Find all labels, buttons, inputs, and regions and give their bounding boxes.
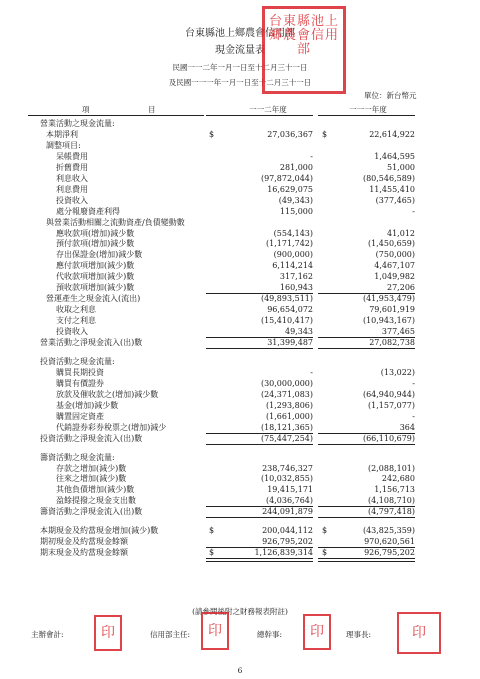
header-rule-current: [206, 115, 313, 116]
period-line-2: 及民國一一一年一月一日至十二月三十一日: [168, 78, 312, 87]
row-label: 呆帳費用: [56, 151, 88, 161]
row-label: 支付之利息: [56, 316, 96, 326]
row-label: 利息費用: [56, 184, 88, 194]
row-label: 應付款項增加(減少)數: [56, 261, 135, 271]
row-label: 折舊費用: [56, 162, 88, 172]
row-label: 其他負債增加(減少)數: [56, 485, 135, 495]
amount-current: 200,044,112: [262, 526, 313, 536]
amount-previous: 51,000: [387, 162, 415, 172]
amount-current: 244,091,879: [262, 507, 313, 517]
column-header-item-b: 目: [148, 105, 156, 114]
amount-current: (1,171,742): [266, 239, 313, 249]
statement-title: 現金流量表: [215, 45, 265, 56]
signature-label-chairman: 理事長:: [346, 630, 372, 639]
row-label: 營業活動之現金流量:: [40, 119, 115, 128]
amount-previous: (377,465): [375, 195, 415, 205]
amount-previous: (80,546,589): [362, 173, 415, 183]
amount-previous: 41,012: [387, 228, 415, 238]
amount-current: (75,447,254): [260, 433, 313, 443]
seal-general-manager: 印: [303, 614, 331, 650]
dollar-sign-previous: $: [322, 526, 328, 536]
row-label: 放款及催收款之(增加)減少數: [56, 389, 159, 399]
seal-accountant: 印: [94, 615, 122, 651]
header-rule-item: [28, 115, 204, 116]
row-label: 本期現金及約當現金增加(減少)數: [40, 526, 159, 536]
signature-label-accountant: 主辦會計:: [31, 630, 64, 639]
amount-previous: 926,795,202: [364, 548, 415, 558]
column-header-current: 一一二年度: [249, 105, 287, 114]
row-label: 購買長期投資: [56, 367, 104, 377]
signature-label-credit-director: 信用部主任:: [150, 630, 191, 639]
row-label: 利息收入: [56, 173, 88, 183]
amount-current: 926,795,202: [262, 537, 313, 547]
seal-chairman: 印: [397, 612, 441, 654]
dollar-sign-previous: $: [322, 129, 328, 139]
subtotal-rule-previous: [318, 444, 415, 445]
period-line-1: 民國一一二年一月一日至十二月三十一日: [172, 63, 308, 72]
amount-previous: 27,082,738: [369, 338, 415, 347]
row-label: 預付款項(增加)減少數: [56, 239, 135, 249]
amount-current: -: [310, 151, 313, 161]
row-label: 處分報廢資產利得: [56, 206, 120, 216]
amount-current: (30,000,000): [260, 378, 313, 388]
row-label: 期初現金及約當現金餘額: [40, 537, 128, 547]
amount-current: 31,399,487: [267, 338, 313, 347]
row-label: 投資活動之現金流量:: [40, 356, 115, 366]
amount-previous: -: [412, 411, 415, 421]
dollar-sign-current: $: [209, 129, 215, 139]
row-label: 期末現金及約當現金餘額: [40, 548, 128, 558]
row-label: 營運產生之現金流入(流出): [46, 294, 141, 304]
amount-previous: (4,797,418): [368, 507, 415, 517]
row-label: 基金(增加)減少數: [56, 400, 119, 410]
row-label: 代收款項增加(減少)數: [56, 272, 135, 282]
amount-previous: 1,156,713: [374, 485, 415, 495]
amount-current: 238,746,327: [262, 463, 313, 473]
row-label: 投資收入: [56, 195, 88, 205]
dollar-sign-current: $: [209, 526, 215, 536]
amount-previous: (4,108,710): [368, 496, 415, 506]
amount-previous: 364: [399, 422, 415, 432]
currency-unit: 單位：新台幣元: [364, 91, 417, 100]
amount-previous: (750,000): [375, 250, 415, 260]
amount-previous: 970,620,561: [364, 537, 415, 547]
amount-current: 317,162: [279, 272, 313, 282]
amount-current: 281,000: [279, 162, 313, 172]
amount-current: 160,943: [279, 283, 313, 293]
amount-current: (49,343): [278, 195, 313, 205]
amount-current: 115,000: [279, 206, 313, 216]
dollar-sign-previous: $: [322, 548, 328, 558]
row-label: 籌資活動之淨現金流入(出)數: [40, 507, 143, 517]
amount-previous: (1,157,077): [368, 400, 415, 410]
dollar-sign-current: $: [209, 548, 215, 558]
amount-previous: 1,464,595: [374, 151, 415, 161]
organization-name: 台東縣池上鄉農會信用部: [185, 28, 295, 39]
amount-current: (1,293,806): [266, 400, 313, 410]
amount-previous: -: [412, 378, 415, 388]
amount-previous: 22,614,922: [369, 129, 415, 139]
amount-previous: 4,467,107: [374, 261, 415, 271]
amount-previous: (1,450,659): [368, 239, 415, 249]
row-label: 投資活動之淨現金流入(出)數: [40, 433, 143, 443]
subtotal-rule-previous: [318, 558, 415, 562]
amount-previous: (10,943,167): [362, 316, 415, 326]
amount-current: (10,032,855): [260, 474, 313, 484]
row-label: 存出保證金(增加)減少數: [56, 250, 143, 260]
amount-current: 27,036,367: [267, 129, 313, 139]
amount-current: 1,126,839,314: [254, 548, 313, 558]
amount-current: -: [310, 367, 313, 377]
row-label: 預收款項增加(減少)數: [56, 283, 135, 293]
amount-previous: (41,953,479): [362, 294, 415, 304]
amount-previous: 11,455,410: [369, 184, 415, 194]
amount-current: (4,036,764): [266, 496, 313, 506]
row-label: 代銷證券彩券稅票之(增加)減少: [56, 422, 167, 432]
page-number: 6: [237, 666, 243, 675]
amount-previous: 377,465: [381, 327, 415, 337]
row-label: 與營業活動相關之流動資產/負債變動數: [46, 217, 185, 227]
row-label: 籌資活動之現金流量:: [40, 452, 115, 462]
amount-previous: (66,110,679): [362, 433, 415, 443]
row-label: 投資收入: [56, 327, 88, 337]
amount-current: (1,661,000): [266, 411, 313, 421]
row-label: 購置固定資產: [56, 411, 104, 421]
amount-previous: 27,206: [387, 283, 415, 293]
subtotal-rule-previous: [318, 517, 415, 518]
row-label: 往來之增加(減少)數: [56, 474, 127, 484]
amount-current: 6,114,214: [272, 261, 313, 271]
row-label: 應收款項(增加)減少數: [56, 228, 135, 238]
row-label: 存款之增加(減少)數: [56, 463, 127, 473]
seal-credit-director: 印: [201, 612, 229, 650]
column-header-item-a: 項: [82, 105, 90, 114]
amount-current: (18,121,365): [260, 422, 313, 432]
official-seal-stamp: 台東縣池上鄉農會信用部: [262, 6, 346, 94]
amount-current: (24,371,083): [260, 389, 313, 399]
amount-current: (554,143): [273, 228, 313, 238]
amount-previous: 79,601,919: [369, 305, 415, 315]
row-label: 營業活動之淨現金流入(出)數: [40, 338, 143, 347]
amount-current: 49,343: [285, 327, 313, 337]
row-label: 盈餘提撥之現金支出數: [56, 496, 136, 506]
amount-previous: 242,680: [381, 474, 415, 484]
column-header-previous: 一一一年度: [349, 105, 387, 114]
subtotal-rule-current: [206, 348, 313, 349]
amount-current: (900,000): [273, 250, 313, 260]
amount-current: 16,629,075: [267, 184, 313, 194]
signature-label-general-manager: 總幹事:: [257, 630, 283, 639]
row-label: 調整項目:: [46, 140, 81, 150]
amount-previous: (2,088,101): [368, 463, 415, 473]
row-label: 收取之利息: [56, 305, 96, 315]
subtotal-rule-current: [206, 517, 313, 518]
row-label: 購買有價證券: [56, 378, 104, 388]
row-label: 本期淨利: [46, 129, 78, 139]
subtotal-rule-current: [206, 558, 313, 562]
amount-previous: (64,940,944): [362, 389, 415, 399]
amount-previous: (43,825,359): [362, 526, 415, 536]
amount-previous: (13,022): [380, 367, 415, 377]
amount-current: (15,410,417): [260, 316, 313, 326]
footnote-reference: (請參閱後附之財務報表附註): [192, 607, 288, 616]
amount-current: (49,893,511): [260, 294, 313, 304]
amount-current: (97,872,044): [260, 173, 313, 183]
amount-previous: -: [412, 206, 415, 216]
amount-current: 96,654,072: [267, 305, 313, 315]
header-rule-previous: [318, 115, 415, 116]
amount-current: 19,415,171: [267, 485, 313, 495]
subtotal-rule-current: [206, 444, 313, 445]
amount-previous: 1,049,982: [374, 272, 415, 282]
subtotal-rule-previous: [318, 348, 415, 349]
